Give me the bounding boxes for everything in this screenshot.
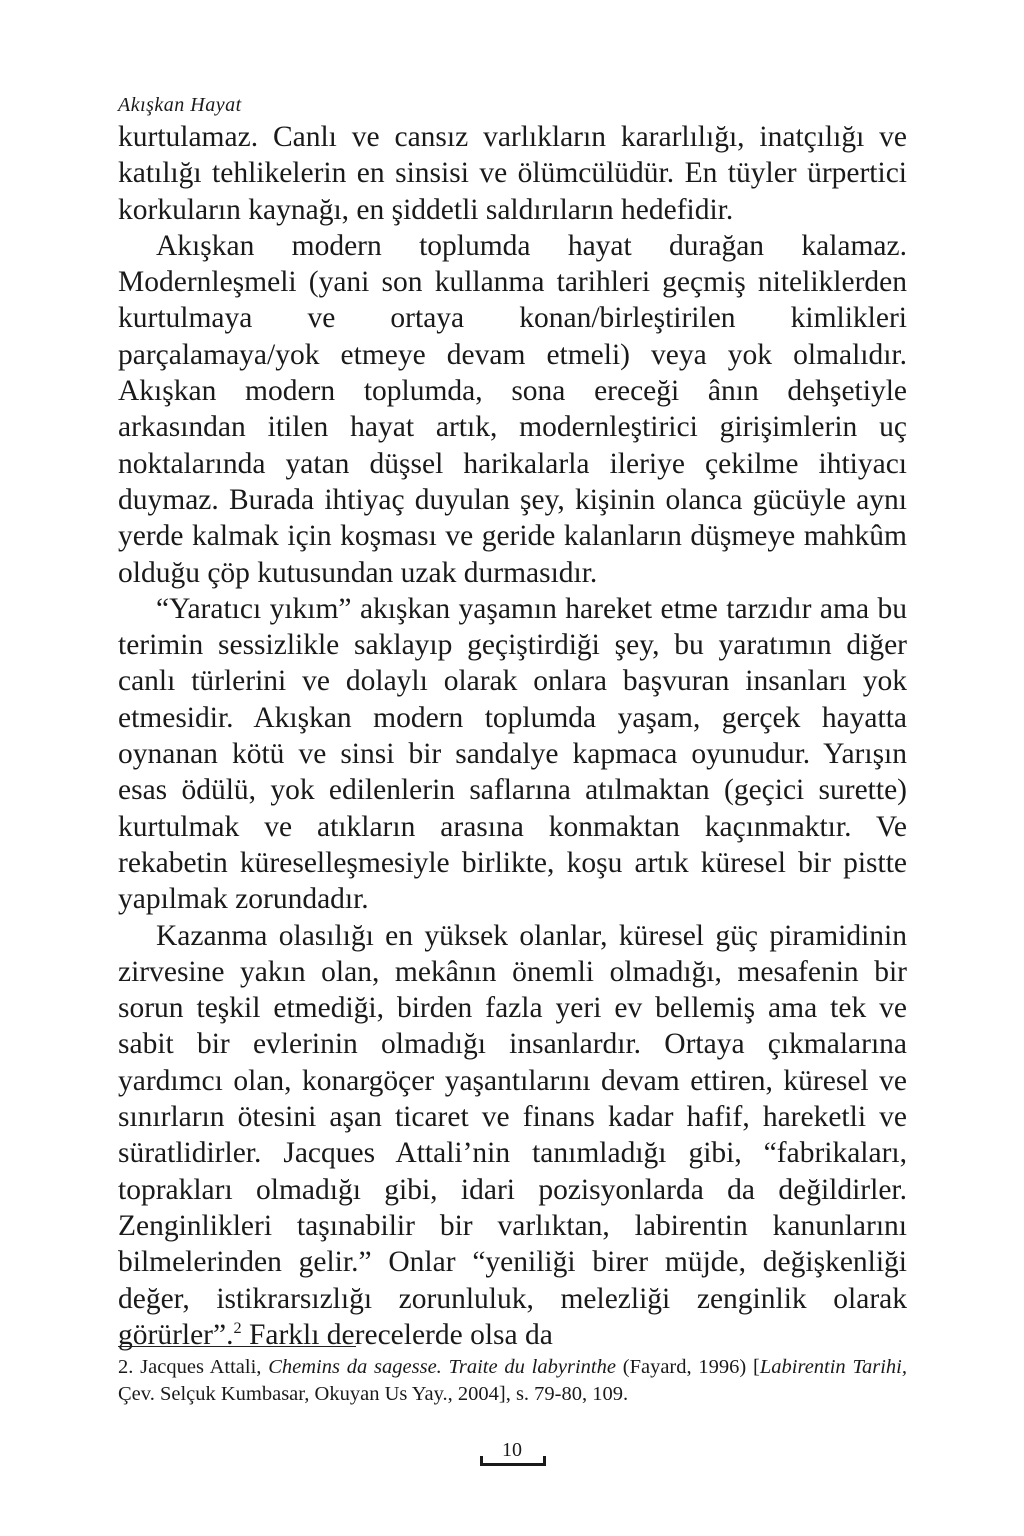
paragraph-4-text: Kazanma olasılığı en yüksek olanlar, küresel güç piramidinin zirvesine yakın olan, mekânın önemli olmadığı, mesafenin bir sorun teşkil etmediği, birden fazla yeri ev bellemiş ama tek ve sabit bir evlerinin olmadığı insanlardır. Ortaya çıkmalarına yardımcı olan, konargöçer yaşantılarını devam ettiren, küresel ve sınırların ötesini aşan ticaret ve finans kadar hafif, hareketli ve süratlidirler. Jacques Attali’nin tanımladığı gibi, “fabrikaları, toprakları olmadığı gibi, idari pozisyonlarda da değildirler. Zenginlikleri taşınabilir bir varlıktan, labirentin kanunlarını bilmelerinden gelir.” Onlar “yeniliği birer müjde, değişkenliği değer, istikrarsızlığı zorunluluk, melezliği zenginlik olarak görürler”.	[118, 919, 907, 1351]
page-body	[118, 94, 907, 1353]
paragraph-3: “Yaratıcı yıkım” akışkan yaşamın hareket etme tarzıdır ama bu terimin sessizlikle saklayıp geçiştirdiği şey, bu yaratımın diğer canlı türlerini ve dolaylı olarak onlara başvuran insanları yok etmesidir. Akışkan modern toplumda yaşam, gerçek hayatta oynanan kötü ve sinsi bir sandalye kapmaca oyunudur. Yarışın esas ödülü, yok edilenlerin saflarına atılmaktan (geçici surette) kurtulmak ve atıkların arasına konmaktan kaçınmaktır. Ve rekabetin küreselleşmesiyle birlikte, koşu artık küresel bir pistte yapılmak zorundadır.	[118, 592, 907, 916]
footnote-divider	[118, 1346, 356, 1347]
footnote-reference: 2	[233, 1318, 242, 1337]
main-text	[118, 119, 907, 1353]
footnote	[118, 1354, 907, 1408]
footnote-publisher: (Fayard, 1996) [	[622, 1356, 760, 1378]
page-number-ornament	[480, 1463, 546, 1466]
paragraph-4	[118, 918, 907, 1354]
footnote-title: Chemins da sagesse. Traite du labyrinthe	[268, 1356, 616, 1378]
running-head: Akışkan Hayat	[118, 94, 242, 116]
paragraph-2: Akışkan modern toplumda hayat durağan kalamaz. Modernleşmeli (yani son kullanma tarihleri geçmiş niteliklerden kurtulmaya ve ortaya konan/birleştirilen kimlikleri parçalamaya/yok etmeye devam etmeli) veya yok olmalıdır. Akışkan modern toplumda, sona ereceği ânın dehşetiyle arkasından itilen hayat artık, modernleştirici girişimlerin uç noktalarında yatan düşsel harikalarla ileriye çekilme ihtiyacı duymaz. Burada ihtiyaç duyulan şey, kişinin olanca gücüyle aynı yerde kalmak için koşması ve geride kalanların düşmeye mahkûm olduğu çöp kutusundan uzak durmasıdır.	[118, 229, 907, 589]
footnote-tail: Çev. Selçuk Kumbasar, Okuyan Us Yay., 2004], s. 79-80, 109.	[118, 1383, 629, 1405]
footnote-lead: 2. Jacques Attali,	[118, 1356, 262, 1378]
paragraph-4-tail: Farklı derecelerde olsa da	[248, 1318, 553, 1351]
paragraph-1: kurtulamaz. Canlı ve cansız varlıkların kararlılığı, inatçılığı ve katılığı tehlikelerin en sinsisi ve ölümcülüdür. En tüyler ürpertici korkuların kaynağı, en şiddetli saldırıların hedefidir.	[118, 121, 907, 226]
page-number: 10	[502, 1439, 522, 1461]
footnote-translation-title: Labirentin Tarihi,	[759, 1356, 907, 1378]
